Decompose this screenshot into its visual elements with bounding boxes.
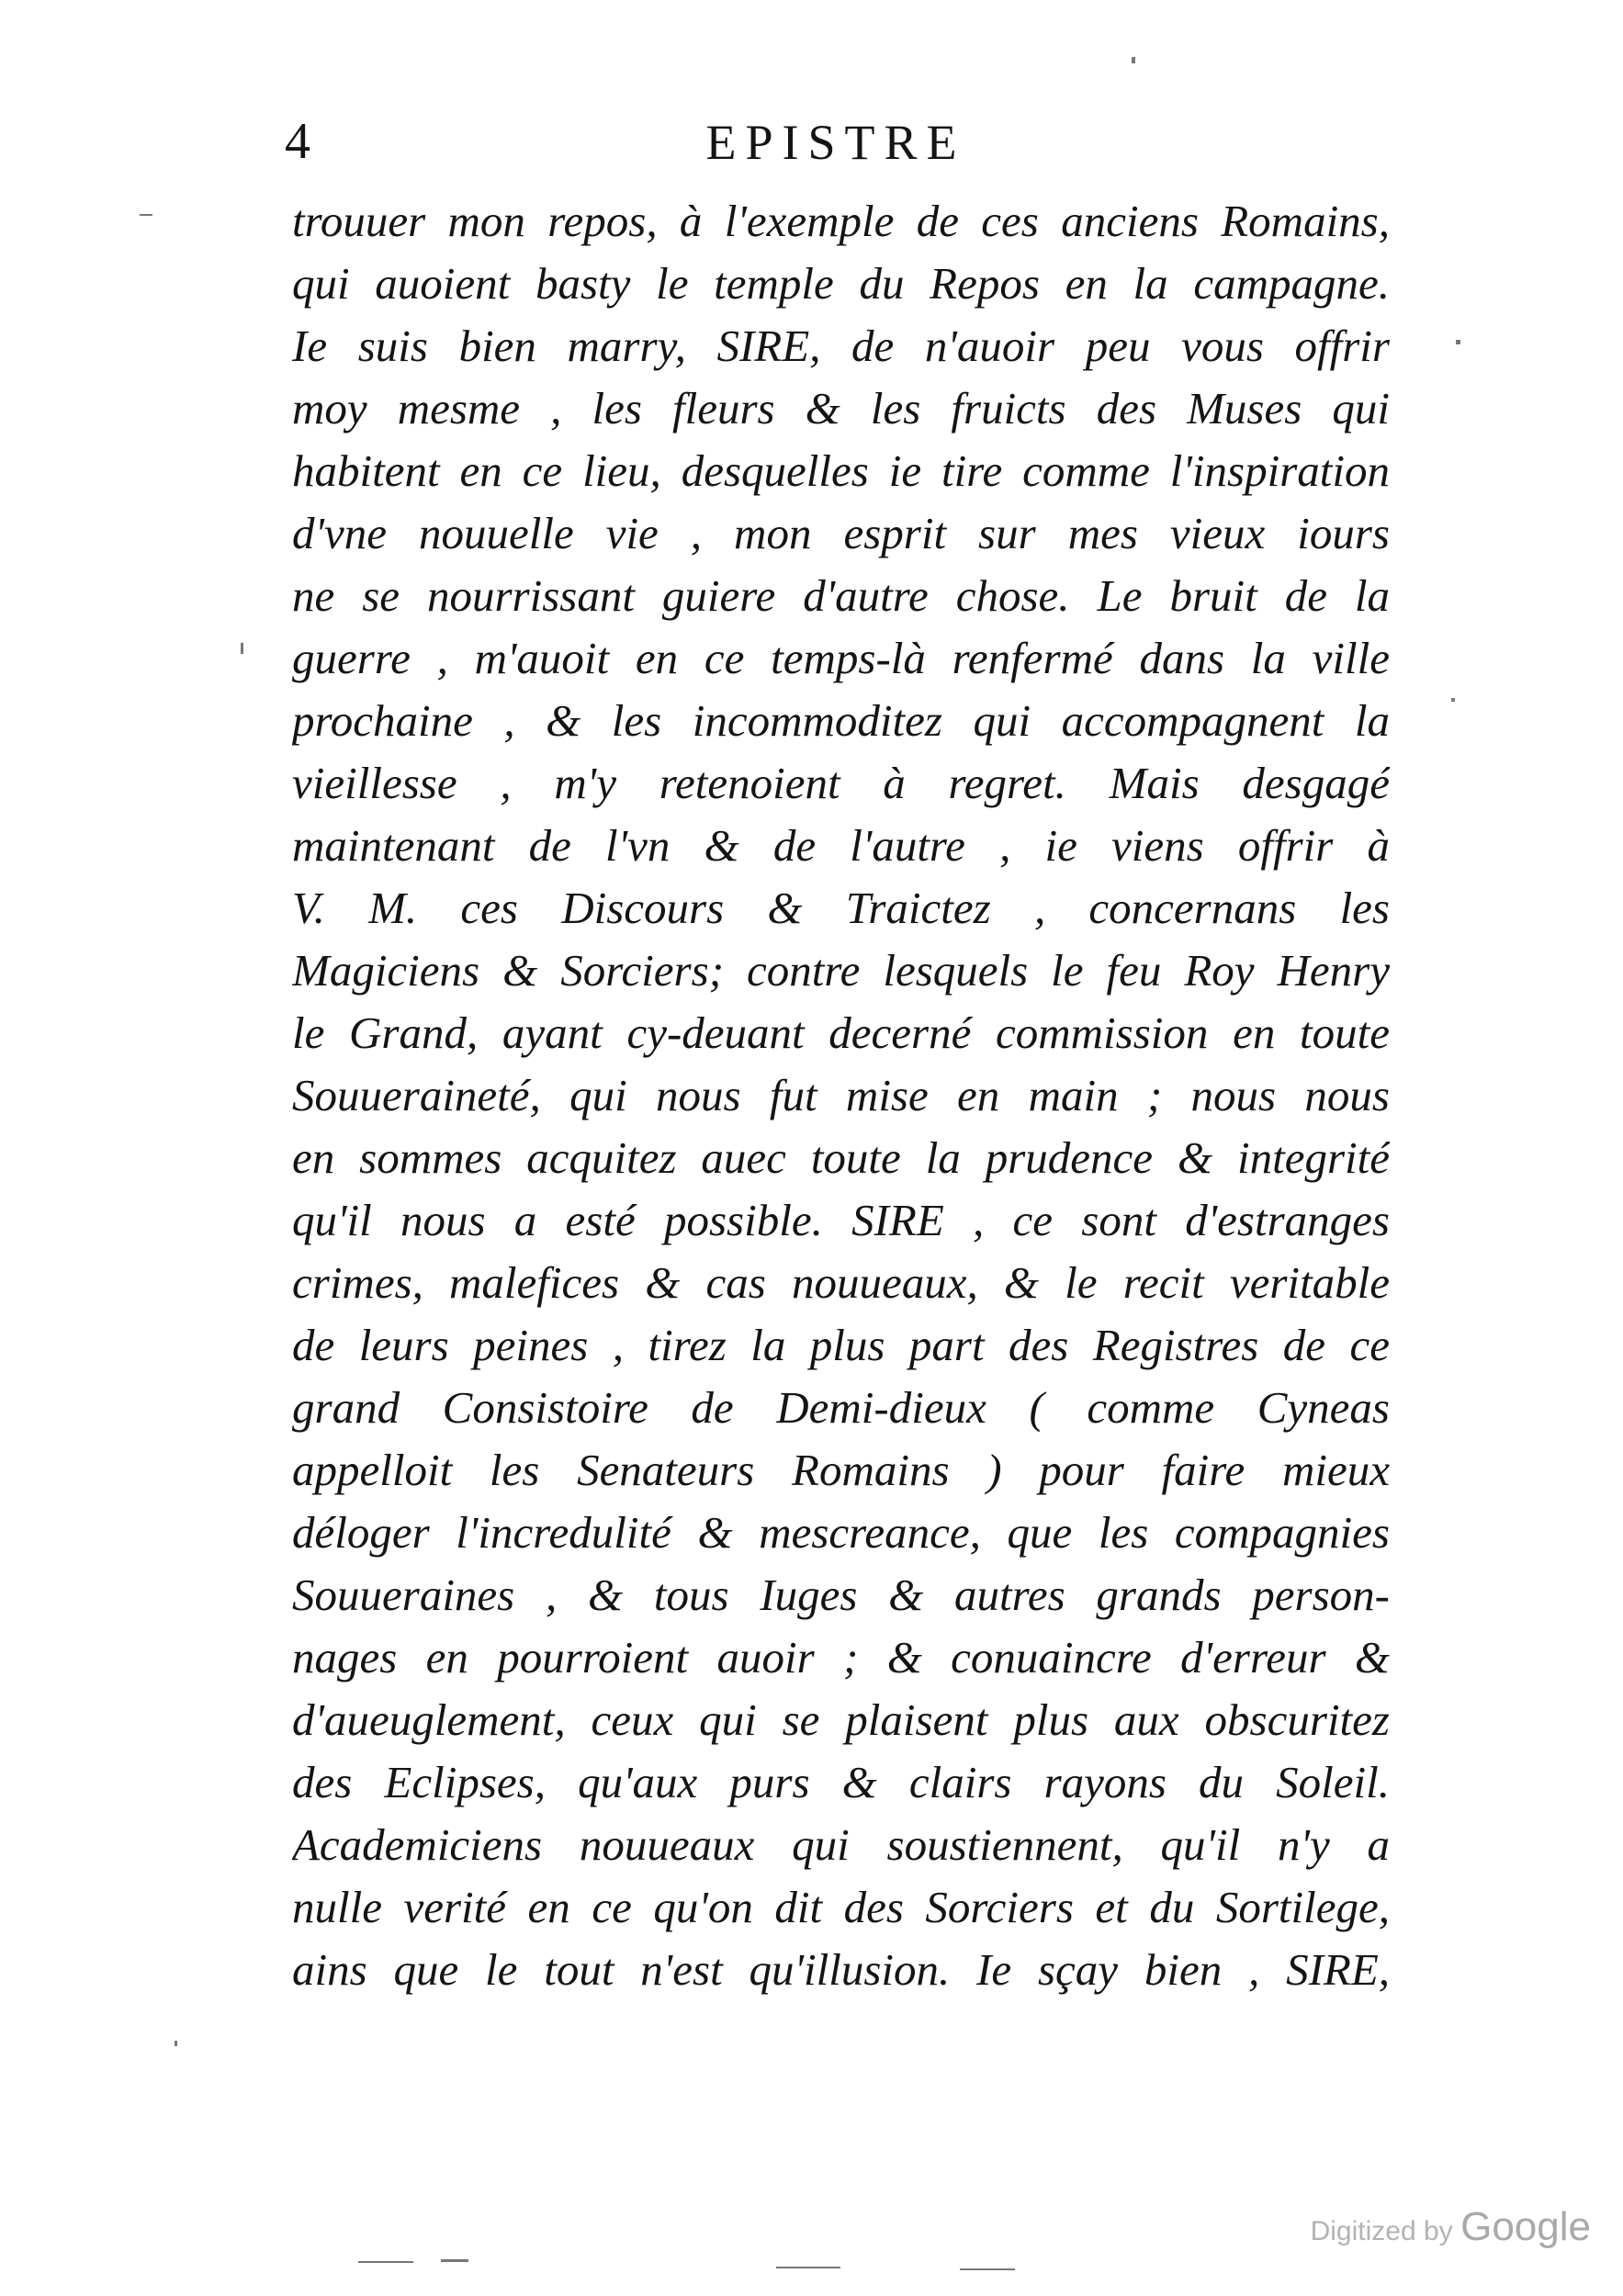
text-line: ains que le tout n'est qu'illusion. Ie sçay bien , SIRE, [292, 1944, 1390, 1995]
text-line: moy mesme , les fleurs & les fruicts des Muses qui [292, 383, 1390, 433]
text-line: qu'il nous a esté possible. SIRE , ce sont d'estranges [292, 1195, 1390, 1245]
text-line: prochaine , & les incommoditez qui accompagnent la [292, 695, 1390, 746]
scan-speck [241, 643, 243, 654]
scan-speck [1132, 57, 1135, 63]
text-line: Souueraineté, qui nous fut mise en main ; nous nous [292, 1070, 1390, 1120]
text-line: en sommes acquitez auec toute la prudence & integrité [292, 1132, 1390, 1183]
text-line: déloger l'incredulité & mescreance, que les compagnies [292, 1507, 1390, 1558]
text-line: ne se nourrissant guiere d'autre chose. Le bruit de la [292, 570, 1390, 621]
scan-speck [776, 2267, 840, 2268]
text-line: qui auoient basty le temple du Repos en la campagne. [292, 258, 1390, 309]
scan-speck [358, 2261, 413, 2263]
text-line: nulle verité en ce qu'on dit des Sorciers et du Sortilege, [292, 1882, 1390, 1932]
text-line: d'vne nouuelle vie , mon esprit sur mes vieux iours [292, 508, 1390, 558]
scan-speck [960, 2268, 1015, 2270]
scan-speck [441, 2259, 468, 2262]
text-line: le Grand, ayant cy-deuant decerné commission en toute [292, 1007, 1390, 1058]
text-line: Magiciens & Sorciers; contre lesquels le feu Roy Henry [292, 945, 1390, 996]
text-line: appelloit les Senateurs Romains ) pour faire mieux [292, 1445, 1390, 1495]
google-logo: Google [1460, 2204, 1591, 2249]
text-line: trouuer mon repos, à l'exemple de ces anciens Romains, [292, 196, 1390, 246]
text-line: nages en pourroient auoir ; & conuaincre d'erreur & [292, 1632, 1390, 1683]
scan-speck [1451, 698, 1455, 702]
scan-speck [140, 214, 152, 216]
text-line: V. M. ces Discours & Traictez , concernans les [292, 883, 1390, 933]
text-line: des Eclipses, qu'aux purs & clairs rayons du Soleil. [292, 1757, 1390, 1807]
watermark-prefix: Digitized by [1310, 2216, 1453, 2246]
scan-speck [1456, 340, 1460, 344]
text-line: vieillesse , m'y retenoient à regret. Mais desgagé [292, 758, 1390, 808]
text-line: habitent en ce lieu, desquelles ie tire comme l'inspiration [292, 445, 1390, 496]
text-line: crimes, malefices & cas nouueaux, & le recit veritable [292, 1257, 1390, 1308]
text-line: de leurs peines , tirez la plus part des Registres de ce [292, 1320, 1390, 1370]
running-head: EPISTRE [705, 115, 966, 170]
text-line: grand Consistoire de Demi-dieux ( comme Cyneas [292, 1382, 1390, 1433]
text-line: d'aueuglement, ceux qui se plaisent plus aux obscuritez [292, 1694, 1390, 1745]
text-line: Academiciens nouueaux qui soustiennent, qu'il n'y a [292, 1819, 1390, 1870]
body-text [292, 190, 1390, 2001]
text-line: Ie suis bien marry, SIRE, de n'auoir peu vous offrir [292, 321, 1390, 371]
text-line: guerre , m'auoit en ce temps-là renfermé dans la ville [292, 633, 1390, 683]
digitization-watermark [1311, 2204, 1591, 2250]
text-line: maintenant de l'vn & de l'autre , ie viens offrir à [292, 820, 1390, 871]
page-number: 4 [285, 113, 310, 170]
page-header [285, 108, 1387, 182]
text-line: Souueraines , & tous Iuges & autres grands person- [292, 1570, 1390, 1620]
scan-speck [175, 2041, 177, 2046]
